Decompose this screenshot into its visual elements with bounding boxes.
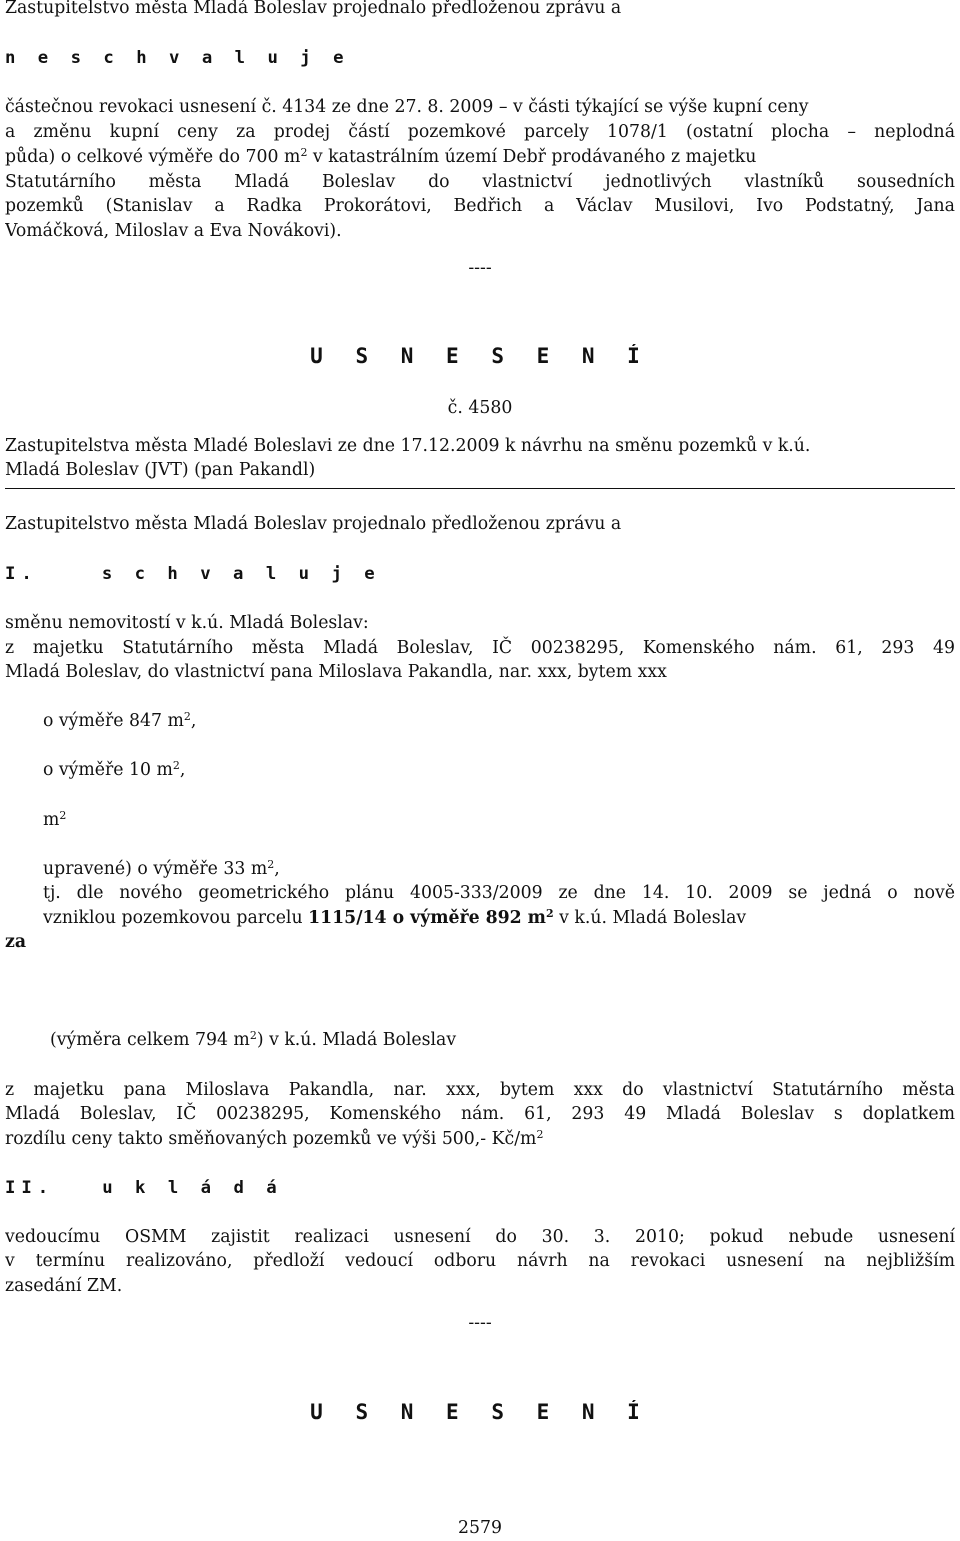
resolution-intro: Zastupitelstvo města Mladá Boleslav projednalo předloženou zprávu a	[5, 514, 622, 534]
from-pakandl-line-3: rozdílu ceny takto směňovaných pozemků ve výši 500,- $Kč/m^2$	[5, 1128, 544, 1149]
revocation-line-3: půda) o celkové výměře do 700 $m^2$ v katastrálním území Debř prodávaného z majetku	[5, 146, 757, 167]
za-label: za	[5, 932, 27, 952]
separator: ----	[468, 1313, 492, 1333]
resolution-subtitle-1: Zastupitelstva města Mladé Boleslavi ze dne 17.12.2009 k návrhu na směnu pozemků v k.ú.	[5, 436, 811, 456]
total-area: (výměra celkem 794 $m^2$) v k.ú. Mladá Boleslav	[50, 1029, 457, 1050]
resolution-heading: U S N E S E N Í	[310, 344, 650, 368]
from-pakandl-line-1: z majetku pana Miloslava Pakandla, nar. xxx, bytem xxx do vlastnictví Statutárního města	[5, 1080, 955, 1100]
page-number: 2579	[458, 1518, 502, 1538]
revocation-line-5: pozemků (Stanislav a Radka Prokorátovi, Bedřich a Václav Musilovi, Ivo Podstatný, Jana	[5, 196, 955, 216]
exchange-line-2: z majetku Statutárního města Mladá Boleslav, IČ 00238295, Komenského nám. 61, 293 49	[5, 638, 955, 658]
exchange-line-3: Mladá Boleslav, do vlastnictví pana Miloslava Pakandla, nar. xxx, bytem xxx	[5, 662, 667, 682]
section-2-heading: II. u k l á d á	[5, 1178, 283, 1198]
intro-line: Zastupitelstvo města Mladá Boleslav projednalo předloženou zprávu a	[5, 0, 622, 18]
revocation-line-2: a změnu kupní ceny za prodej částí pozemkové parcely 1078/1 (ostatní plocha – neplodná	[5, 122, 955, 142]
resolution-subtitle-2: Mladá Boleslav (JVT) (pan Pakandl)	[5, 460, 316, 480]
revocation-line-4: Statutárního města Mladá Boleslav do vlastnictví jednotlivých vlastníků sousedních	[5, 172, 955, 192]
exchange-line-1: směnu nemovitostí v k.ú. Mladá Boleslav:	[5, 613, 369, 633]
subtitle-rule	[5, 488, 955, 489]
revocation-line-1: částečnou revokaci usnesení č. 4134 ze dne 27. 8. 2009 – v části týkající se výše kupní ceny	[5, 97, 809, 117]
task-line-3: zasedání ZM.	[5, 1276, 123, 1296]
list-item-cont: o výměře 847 $m^2$,	[43, 710, 197, 731]
separator: ----	[468, 258, 492, 278]
geometric-plan-line-1: tj. dle nového geometrického plánu 4005-333/2009 ze dne 14. 10. 2009 se jedná o nově	[43, 883, 955, 903]
section-1-heading: I. s c h v a l u j e	[5, 564, 381, 584]
resolution-number: č. 4580	[447, 398, 513, 418]
task-line-1: vedoucímu OSMM zajistit realizaci usnesení do 30. 3. 2010; pokud nebude usnesení	[5, 1227, 955, 1247]
next-resolution-heading: U S N E S E N Í	[310, 1400, 650, 1424]
revocation-line-6: Vomáčková, Miloslav a Eva Novákovi).	[5, 221, 342, 241]
list-item-cont: o výměře 10 $m^2$,	[43, 759, 186, 780]
task-line-2: v termínu realizováno, předloží vedoucí odboru návrh na revokaci usnesení na nejbližším	[5, 1251, 955, 1271]
intro-verb: n e s c h v a l u j e	[5, 48, 350, 68]
from-pakandl-line-2: Mladá Boleslav, IČ 00238295, Komenského nám. 61, 293 49 Mladá Boleslav s doplatkem	[5, 1104, 955, 1124]
list-item-cont: upravené) o výměře 33 $m^2$,	[43, 858, 280, 879]
list-item-cont: $m^2$	[43, 809, 67, 830]
geometric-plan-line-2: vzniklou pozemkovou parcelu 1115/14 o výměře 892 $m^2$ v k.ú. Mladá Boleslav	[43, 907, 747, 928]
